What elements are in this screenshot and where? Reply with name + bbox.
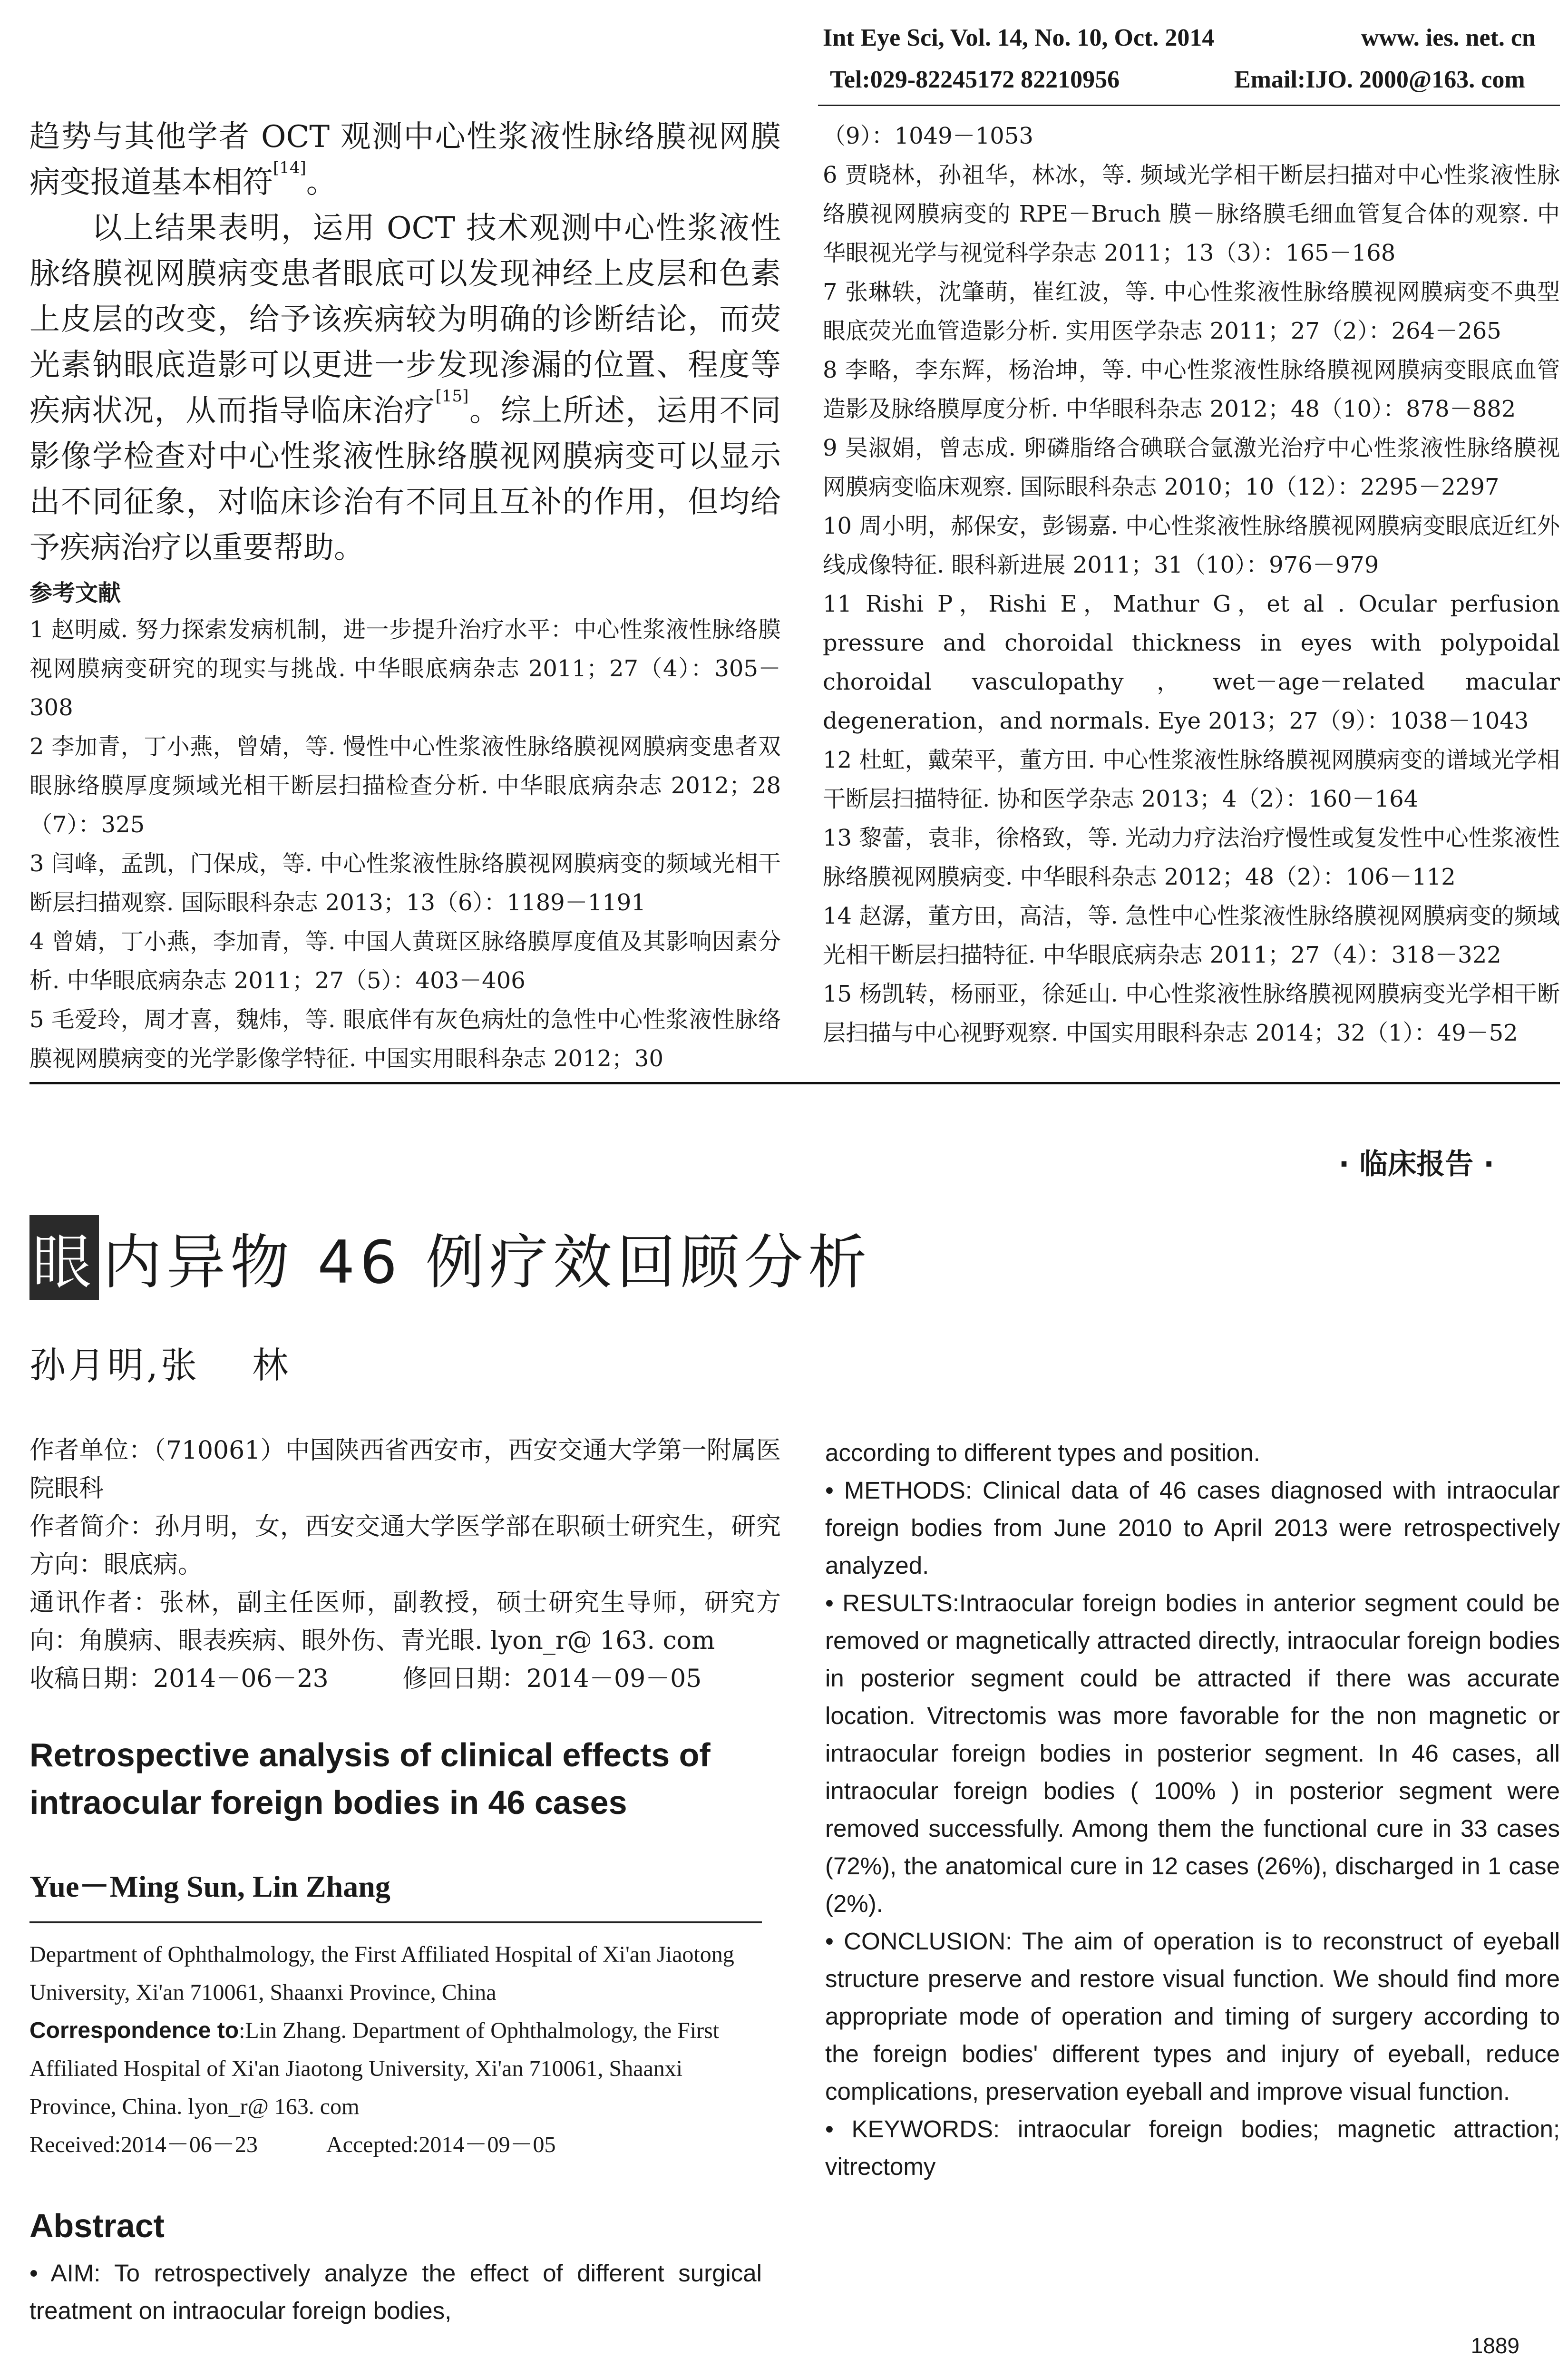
received-dates-en: Received:2014－06－23 Accepted:2014－09－05 [29, 2132, 556, 2157]
article-title-en: Retrospective analysis of clinical effects of intraocular foreign bodies in 46 cases [29, 1736, 711, 1821]
title-initial-glyph: 眼 [29, 1215, 99, 1300]
info-bio: 作者简介：孙月明，女，西安交通大学医学部在职硕士研究生，研究方向：眼底病。 [29, 1512, 781, 1579]
reference-item: 11 Rishi P，Rishi E，Mathur G，et al . Ocular perfusion pressure and choroidal thickness in eyes with polypoidal choroidal vasculopathy，wet－age－related macular degeneration，and normals. Eye 2013；27（9）：1038－1043 [823, 591, 1560, 734]
reference-item: 14 赵潺，董方田，高洁，等. 急性中心性浆液性脉络膜视网膜病变的频域光相干断层扫描特征. 中华眼底病杂志 2011；27（4）：318－322 [823, 903, 1560, 968]
affiliation-text: Department of Ophthalmology, the First Affiliated Hospital of Xi'an Jiaotong University, Xi'an 710061, Shaanxi Province, China [29, 1942, 734, 2005]
info-dates: 收稿日期：2014－06－23 修回日期：2014－09－05 [29, 1665, 702, 1693]
header-site: www. ies. net. cn [1361, 24, 1536, 51]
abstract-heading: Abstract [29, 2207, 165, 2244]
reference-item: 3 闫峰，孟凯，门保成，等. 中心性浆液性脉络膜视网膜病变的频域光相干断层扫描观察. 国际眼科杂志 2013；13（6）：1189－1191 [29, 850, 781, 916]
abstract-conclusion: • CONCLUSION: The aim of operation is to reconstruct of eyeball structure preserve and restore visual function. We should find more appropriate mode of operation and timing of surgery according to the foreign bodies' different types and injury of eyeball, reduce complications, preservation eyeball and improve visual function. [825, 1928, 1560, 2105]
abstract-aim-continued: according to different types and position. [825, 1439, 1260, 1466]
article-divider [29, 1082, 1560, 1084]
prev-article-left-column [29, 114, 781, 1078]
authors-rule [29, 1921, 762, 1923]
reference-item: 2 李加青，丁小燕，曾婧，等. 慢性中心性浆液性脉络膜视网膜病变患者双眼脉络膜厚度频域光相干断层扫描检查分析. 中华眼底病杂志 2012；28（7）：325 [29, 733, 781, 838]
reference-item: 8 李略，李东辉，杨治坤，等. 中心性浆液性脉络膜视网膜病变眼底血管造影及脉络膜厚度分析. 中华眼科杂志 2012；48（10）：878－882 [823, 357, 1560, 422]
abstract-results: • RESULTS:Intraocular foreign bodies in anterior segment could be removed or magnetically attracted directly, intraocular foreign bodies in posterior segment could be attracted if there was accurate location. Vitrectomis was more favorable for the non magnetic or intraocular foreign bodies in posterior segment. In 46 cases, all intraocular foreign bodies ( 100% ) in posterior segment were removed successfully. Among them the functional cure in 33 cases (72%), the anatomical cure in 12 cases (26%), discharged in 1 case (2%). [825, 1589, 1560, 1917]
correspondence-en: Correspondence to:Lin Zhang. Department of Ophthalmology, the First Affiliated Hospital of Xi'an Jiaotong University, Xi'an 710061, Shaanxi Province, China. lyon_r@ 163. com [29, 2018, 720, 2119]
header-email: Email:IJO. 2000@163. com [1234, 66, 1525, 93]
header-journal: Int Eye Sci, Vol. 14, No. 10, Oct. 2014 [823, 24, 1215, 51]
reference-item: 13 黎蕾，袁非，徐格致，等. 光动力疗法治疗慢性或复发性中心性浆液性脉络膜视网膜病变. 中华眼科杂志 2012；48（2）：106－112 [823, 825, 1560, 890]
article-title-zh: 眼 内异物 46 例疗效回顾分析 [29, 1215, 872, 1300]
abstract-aim: • AIM: To retrospectively analyze the effect of different surgical treatment on intraocular foreign bodies, [29, 2260, 762, 2324]
authors-zh: 孙月明,张 林 [29, 1344, 292, 1386]
affiliation-en [29, 1936, 762, 2164]
reference-item: 10 周小明，郝保安，彭锡嘉. 中心性浆液性脉络膜视网膜病变眼底近红外线成像特征. 眼科新进展 2011；31（10）：976－979 [823, 513, 1560, 578]
reference-item: 4 曾婧，丁小燕，李加青，等. 中国人黄斑区脉络膜厚度值及其影响因素分析. 中华眼底病杂志 2011；27（5）：403－406 [29, 928, 781, 994]
abstract-left [29, 2254, 762, 2329]
header-tel: Tel:029-82245172 82210956 [830, 66, 1120, 93]
references-heading: 参考文献 [29, 580, 121, 606]
abstract-methods: • METHODS: Clinical data of 46 cases diagnosed with intraocular foreign bodies from June 2010 to April 2013 were retrospectively analyzed. [825, 1477, 1560, 1579]
prev-body-paragraph-2: 以上结果表明，运用 OCT 技术观测中心性浆液性脉络膜视网膜病变患者眼底可以发现神经上皮层和色素上皮层的改变，给予该疾病较为明确的诊断结论，而荧光素钠眼底造影可以更进一步发现渗漏的位置、程度等疾病状况，从而指导临床治疗[15]。综上所述，运用不同影像学检查对中心性浆液性脉络膜视网膜病变可以显示出不同征象，对临床诊治有不同且互补的作用，但均给予疾病治疗以重要帮助。 [29, 211, 781, 565]
reference-item: 15 杨凯转，杨丽亚，徐延山. 中心性浆液性脉络膜视网膜病变光学相干断层扫描与中心视野观察. 中国实用眼科杂志 2014；32（1）：49－52 [823, 981, 1560, 1046]
abstract-keywords: • KEYWORDS: intraocular foreign bodies; magnetic attraction; vitrectomy [825, 2115, 1560, 2180]
reference-item: 5 毛爱玲，周才喜，魏炜，等. 眼底伴有灰色病灶的急性中心性浆液性脉络膜视网膜病变的光学影像学特征. 中国实用眼科杂志 2012；30 [29, 1006, 781, 1072]
reference-item: （9）：1049－1053 [823, 123, 1033, 149]
reference-item: 7 张琳轶，沈肇萌，崔红波，等. 中心性浆液性脉络膜视网膜病变不典型眼底荧光血管造影分析. 实用医学杂志 2011；27（2）：264－265 [823, 279, 1560, 344]
info-affiliation: 作者单位：（710061）中国陕西省西安市，西安交通大学第一附属医院眼科 [29, 1436, 781, 1503]
section-tag: · 临床报告 · [1338, 1148, 1494, 1181]
reference-item: 6 贾晓林，孙祖华，林冰，等. 频域光学相干断层扫描对中心性浆液性脉络膜视网膜病变的 RPE－Bruch 膜－脉络膜毛细血管复合体的观察. 中华眼视光学与视觉科学杂志 2011；13（3）：165－168 [823, 162, 1560, 266]
prev-body-paragraph-1: 趋势与其他学者 OCT 观测中心性浆液性脉络膜视网膜病变报道基本相符[14]。 [29, 119, 781, 200]
prev-article-right-column [823, 117, 1560, 1052]
authors-en: Yue－Ming Sun, Lin Zhang [29, 1870, 390, 1903]
header-rule [818, 105, 1560, 106]
abstract-right [825, 1434, 1560, 2185]
reference-item: 9 吴淑娟，曾志成. 卵磷脂络合碘联合氩激光治疗中心性浆液性脉络膜视网膜病变临床观察. 国际眼科杂志 2010；10（12）：2295－2297 [823, 435, 1560, 500]
info-correspondence: 通讯作者：张林，副主任医师，副教授，硕士研究生导师，研究方向：角膜病、眼表疾病、眼外伤、青光眼. lyon_r@ 163. com [29, 1588, 781, 1655]
reference-item: 1 赵明威. 努力探索发病机制，进一步提升治疗水平：中心性浆液性脉络膜视网膜病变研究的现实与挑战. 中华眼底病杂志 2011；27（4）：305－308 [29, 616, 781, 721]
reference-item: 12 杜虹，戴荣平，董方田. 中心性浆液性脉络膜视网膜病变的谱域光学相干断层扫描特征. 协和医学杂志 2013；4（2）：160－164 [823, 747, 1560, 812]
page-number: 1889 [1471, 2333, 1519, 2358]
author-info-zh [29, 1432, 781, 1698]
